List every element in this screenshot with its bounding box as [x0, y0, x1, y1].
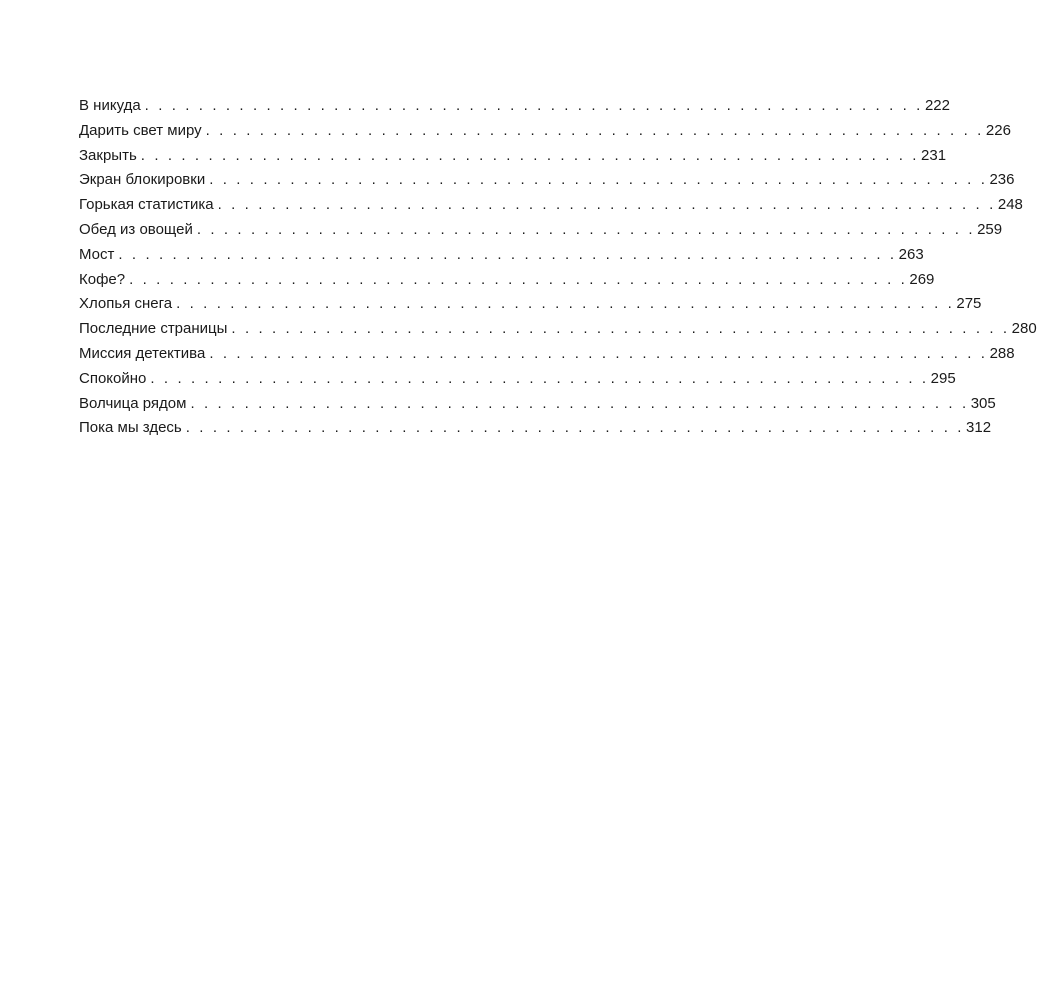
toc-leader-dots: . . . . . . . . . . . . . . . . . . . . . . . . . . . . . . . . . . . . . . . . . . . . . . . . . . . . . . . . . . [140, 146, 920, 164]
toc-entry[interactable] [79, 144, 947, 169]
toc-entry-title: В никуда [79, 97, 141, 114]
toc-entry-page: 248 [997, 196, 1023, 214]
toc-entry-page: 275 [956, 295, 982, 313]
toc-entry-title: Обед из овощей [79, 220, 193, 238]
toc-entry-title: Миссия детектива [79, 344, 206, 362]
toc-leader-dots: . . . . . . . . . . . . . . . . . . . . . . . . . . . . . . . . . . . . . . . . . . . . . . . . . . . . . . . . . . [150, 369, 929, 387]
toc-entry-title: Кофе? [79, 270, 126, 288]
toc-entry-page: 236 [989, 171, 1015, 189]
toc-entry-page: 226 [985, 121, 1011, 139]
toc-leader-dots: . . . . . . . . . . . . . . . . . . . . . . . . . . . . . . . . . . . . . . . . . . . . . . . . . . . . . . . . . . [205, 121, 984, 139]
toc-entry-title: Горькая статистика [79, 196, 214, 214]
toc-entry[interactable] [79, 243, 924, 268]
toc-entry[interactable] [79, 317, 1037, 342]
toc-entry[interactable] [79, 367, 956, 392]
toc-leader-dots: . . . . . . . . . . . . . . . . . . . . . . . . . . . . . . . . . . . . . . . . . . . . . . . . . . . . . . . . . . [209, 171, 988, 189]
toc-entry-title: Закрыть [79, 146, 137, 164]
toc-entry[interactable] [79, 268, 935, 293]
toc-leader-dots: . . . . . . . . . . . . . . . . . . . . . . . . . . . . . . . . . . . . . . . . . . . . . . . . . . . . . . . . . . [176, 295, 955, 313]
toc-entry-page: 288 [989, 344, 1015, 362]
toc-entry-page: 312 [966, 419, 992, 437]
toc-leader-dots: . . . . . . . . . . . . . . . . . . . . . . . . . . . . . . . . . . . . . . . . . . . . . . . . . . . . . . . . . . [144, 97, 923, 114]
toc-leader-dots: . . . . . . . . . . . . . . . . . . . . . . . . . . . . . . . . . . . . . . . . . . . . . . . . . . . . . . . . . . [185, 419, 965, 437]
toc-entry-page: 263 [898, 245, 924, 263]
toc-entry-title: Мост [79, 245, 115, 263]
toc-entry-page: 259 [977, 220, 1003, 238]
toc-entry[interactable] [79, 392, 996, 417]
toc-entry-title: Спокойно [79, 369, 147, 387]
toc-entry[interactable] [79, 119, 1011, 144]
toc-entry[interactable] [79, 168, 1015, 193]
toc-entry-title: Хлопья снега [79, 295, 173, 313]
toc-entry-title: Последние страницы [79, 320, 228, 338]
toc-leader-dots: . . . . . . . . . . . . . . . . . . . . . . . . . . . . . . . . . . . . . . . . . . . . . . . . . . . . . . . . . . [231, 320, 1010, 338]
toc-entry-title: Экран блокировки [79, 171, 206, 189]
toc-entry-page: 222 [924, 97, 950, 114]
toc-leader-dots: . . . . . . . . . . . . . . . . . . . . . . . . . . . . . . . . . . . . . . . . . . . . . . . . . . . . . . . . . . [196, 220, 976, 238]
toc-leader-dots: . . . . . . . . . . . . . . . . . . . . . . . . . . . . . . . . . . . . . . . . . . . . . . . . . . . . . . . . . . [209, 344, 988, 362]
toc-leader-dots: . . . . . . . . . . . . . . . . . . . . . . . . . . . . . . . . . . . . . . . . . . . . . . . . . . . . . . . . . . [217, 196, 996, 214]
toc-leader-dots: . . . . . . . . . . . . . . . . . . . . . . . . . . . . . . . . . . . . . . . . . . . . . . . . . . . . . . . . . . [118, 245, 897, 263]
toc-entry[interactable] [79, 342, 1015, 367]
toc-entry[interactable] [79, 193, 1023, 218]
toc-entry-page: 295 [930, 369, 956, 387]
toc-entry-page: 269 [909, 270, 935, 288]
toc-entry-page: 305 [970, 394, 996, 412]
toc-entry-page: 280 [1011, 320, 1037, 338]
toc-leader-dots: . . . . . . . . . . . . . . . . . . . . . . . . . . . . . . . . . . . . . . . . . . . . . . . . . . . . . . . . . . [190, 394, 969, 412]
toc-entry[interactable] [79, 94, 950, 119]
table-of-contents [79, 94, 1037, 441]
toc-leader-dots: . . . . . . . . . . . . . . . . . . . . . . . . . . . . . . . . . . . . . . . . . . . . . . . . . . . . . . . . . . [129, 270, 908, 288]
toc-entry[interactable] [79, 416, 992, 441]
toc-entry[interactable] [79, 218, 1003, 243]
toc-entry-title: Дарить свет миру [79, 121, 202, 139]
toc-entry[interactable] [79, 292, 982, 317]
toc-entry-title: Волчица рядом [79, 394, 187, 412]
toc-entry-page: 231 [921, 146, 947, 164]
toc-entry-title: Пока мы здесь [79, 419, 182, 437]
